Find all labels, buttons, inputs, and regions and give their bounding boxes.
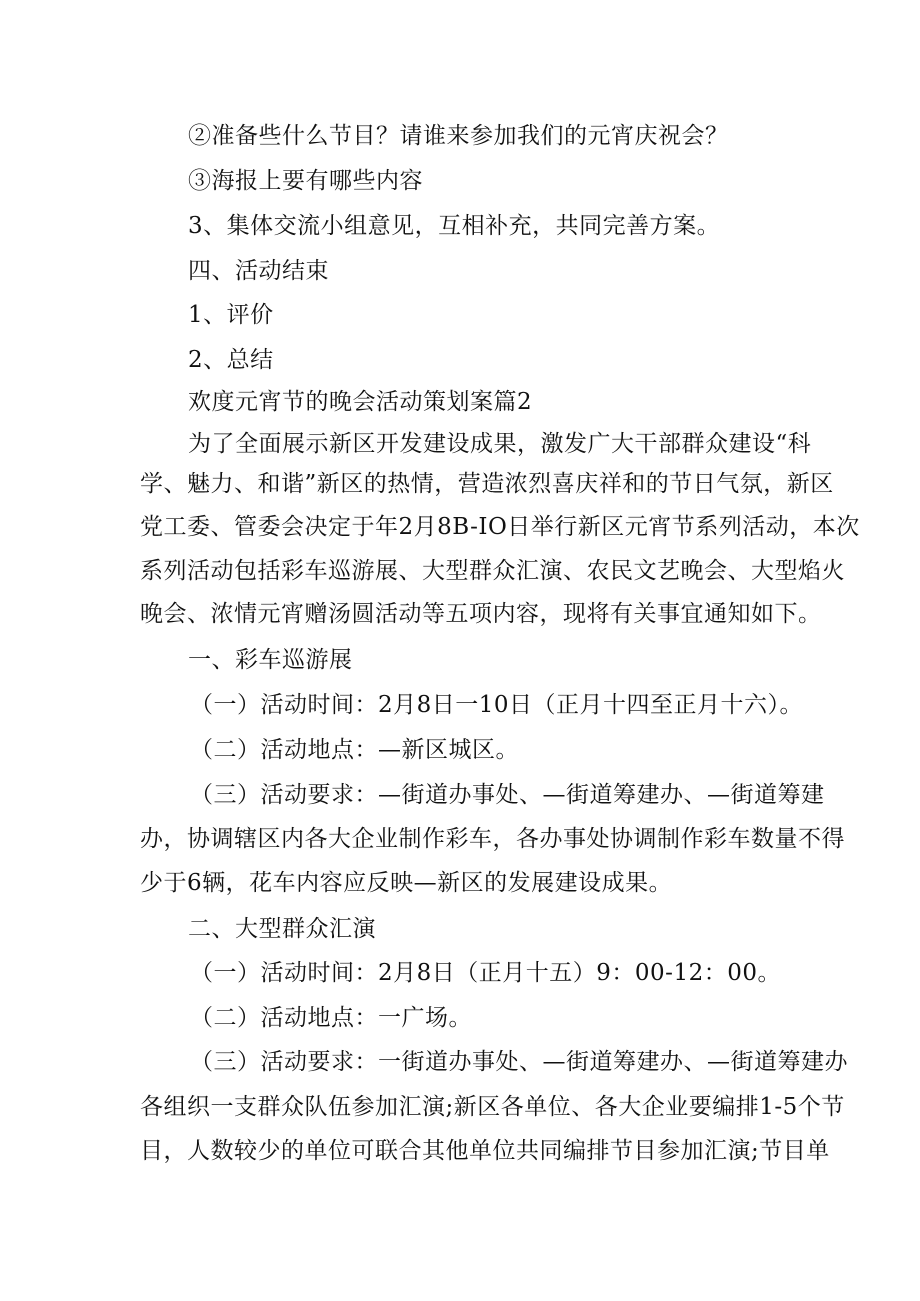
paragraph-line: 少于6辆，花车内容应反映—新区的发展建设成果。 (140, 870, 673, 896)
section-heading: 四、活动结束 (188, 258, 329, 284)
section-heading: 一、彩车巡游展 (188, 647, 353, 673)
paragraph-line: 办，协调辖区内各大企业制作彩车，各办事处协调制作彩车数量不得 (140, 826, 845, 852)
paragraph-line: 学、魅力、和谐”新区的热情，营造浓烈喜庆祥和的节日气氛，新区 (140, 471, 834, 497)
paragraph-line: 晚会、浓情元宵赠汤圆活动等五项内容，现将有关事宜通知如下。 (140, 601, 822, 627)
paragraph-line: 目，人数较少的单位可联合其他单位共同编排节目参加汇演;节目单 (140, 1138, 830, 1164)
paragraph-line: ②准备些什么节目？请谁来参加我们的元宵庆祝会？ (188, 123, 729, 149)
paragraph-line: 为了全面展示新区开发建设成果，激发广大干部群众建设“科 (188, 431, 812, 457)
paragraph-line: （一）活动时间：2月8日一10日（正月十四至正月十六）。 (190, 692, 804, 718)
article-title: 欢度元宵节的晚会活动策划案篇2 (188, 389, 533, 415)
paragraph-line: （三）活动要求：—街道办事处、—街道筹建办、—街道筹建 (190, 782, 825, 808)
paragraph-line: 党工委、管委会决定于年2月8B-IO日举行新区元宵节系列活动，本次 (140, 514, 860, 540)
paragraph-line: （二）活动地点：一广场。 (190, 1005, 472, 1031)
paragraph-line: ③海报上要有哪些内容 (188, 168, 423, 194)
paragraph-line: （二）活动地点：—新区城区。 (190, 737, 519, 763)
paragraph-line: 2、总结 (188, 347, 274, 373)
paragraph-line: （三）活动要求：一街道办事处、—街道筹建办、—街道筹建办 (190, 1049, 848, 1075)
paragraph-line: 1、评价 (188, 302, 274, 328)
section-heading: 二、大型群众汇演 (188, 916, 376, 942)
paragraph-line: 3、集体交流小组意见，互相补充，共同完善方案。 (188, 213, 721, 239)
paragraph-line: 各组织一支群众队伍参加汇演;新区各单位、各大企业要编排1-5个节 (140, 1094, 845, 1120)
paragraph-line: 系列活动包括彩车巡游展、大型群众汇演、农民文艺晚会、大型焰火 (140, 558, 845, 584)
paragraph-line: （一）活动时间：2月8日（正月十五）9：00-12：00。 (190, 960, 781, 986)
